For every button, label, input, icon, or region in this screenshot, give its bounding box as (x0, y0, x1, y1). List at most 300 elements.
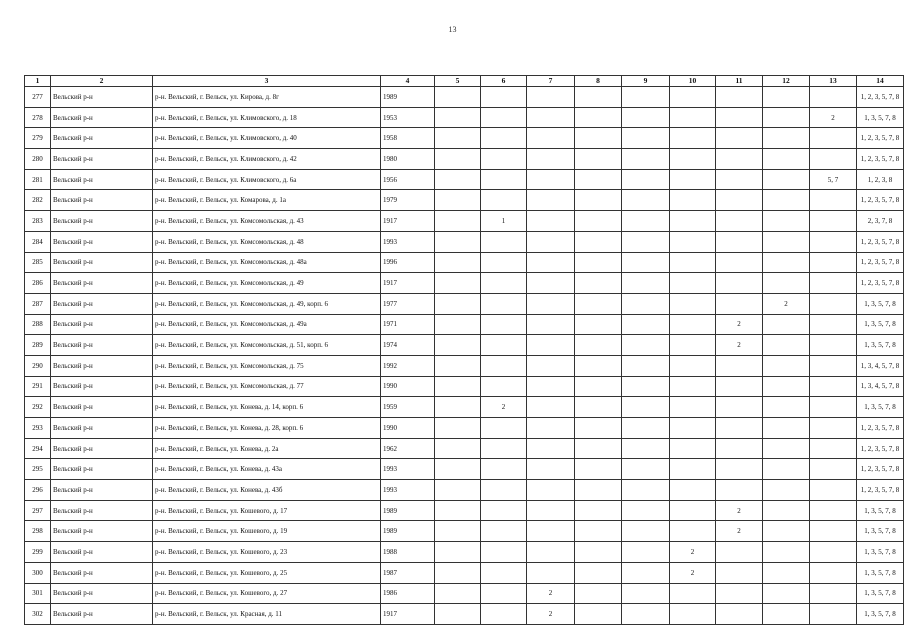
cell-col-11 (716, 438, 763, 459)
cell-col-11 (716, 583, 763, 604)
cell-col-13 (810, 438, 857, 459)
cell-address: р-н. Вельский, г. Вельск, ул. Конева, д. 14, корп. 6 (153, 397, 381, 418)
table-row (25, 459, 904, 480)
table-row (25, 376, 904, 397)
cell-col-6 (481, 149, 527, 170)
cell-col-13 (810, 190, 857, 211)
table-row (25, 149, 904, 170)
cell-district: Вельский р-н (51, 231, 153, 252)
cell-row-number: 302 (25, 604, 51, 625)
cell-col-5 (435, 107, 481, 128)
cell-col-8 (575, 500, 622, 521)
cell-col-7 (527, 480, 575, 501)
cell-col-11 (716, 273, 763, 294)
cell-col-5 (435, 314, 481, 335)
cell-col-9 (622, 459, 670, 480)
cell-col-14: 1, 2, 3, 8 (857, 169, 904, 190)
cell-col-11 (716, 211, 763, 232)
cell-district: Вельский р-н (51, 418, 153, 439)
cell-col-10 (670, 583, 716, 604)
cell-col-11 (716, 128, 763, 149)
cell-col-6 (481, 169, 527, 190)
registry-table (24, 75, 904, 625)
cell-col-7 (527, 231, 575, 252)
cell-col-11 (716, 604, 763, 625)
cell-year: 1990 (381, 376, 435, 397)
cell-col-8 (575, 397, 622, 418)
cell-row-number: 285 (25, 252, 51, 273)
cell-col-5 (435, 418, 481, 439)
cell-col-5 (435, 459, 481, 480)
cell-address: р-н. Вельский, г. Вельск, ул. Комсомольская, д. 77 (153, 376, 381, 397)
cell-col-11 (716, 376, 763, 397)
cell-col-7 (527, 521, 575, 542)
cell-col-14: 1, 2, 3, 5, 7, 8 (857, 252, 904, 273)
cell-col-5 (435, 169, 481, 190)
cell-col-12 (763, 500, 810, 521)
cell-col-7 (527, 190, 575, 211)
table-row (25, 169, 904, 190)
cell-row-number: 290 (25, 355, 51, 376)
column-header: 8 (575, 76, 622, 87)
cell-col-8 (575, 293, 622, 314)
cell-district: Вельский р-н (51, 169, 153, 190)
cell-col-14: 1, 3, 5, 7, 8 (857, 542, 904, 563)
cell-col-11 (716, 397, 763, 418)
column-header: 9 (622, 76, 670, 87)
cell-col-8 (575, 169, 622, 190)
table-row (25, 480, 904, 501)
cell-col-13: 2 (810, 107, 857, 128)
table-row (25, 418, 904, 439)
cell-address: р-н. Вельский, г. Вельск, ул. Комсомольская, д. 48а (153, 252, 381, 273)
cell-row-number: 288 (25, 314, 51, 335)
cell-col-10 (670, 500, 716, 521)
cell-col-12 (763, 583, 810, 604)
cell-col-9 (622, 128, 670, 149)
cell-row-number: 299 (25, 542, 51, 563)
cell-col-5 (435, 355, 481, 376)
cell-col-8 (575, 211, 622, 232)
cell-col-9 (622, 149, 670, 170)
cell-address: р-н. Вельский, г. Вельск, ул. Кошевого, д. 25 (153, 562, 381, 583)
cell-year: 1917 (381, 604, 435, 625)
cell-col-8 (575, 480, 622, 501)
cell-row-number: 289 (25, 335, 51, 356)
cell-col-12 (763, 397, 810, 418)
cell-row-number: 283 (25, 211, 51, 232)
cell-col-13 (810, 500, 857, 521)
cell-col-10 (670, 128, 716, 149)
cell-address: р-н. Вельский, г. Вельск, ул. Конева, д. 43а (153, 459, 381, 480)
cell-col-9 (622, 583, 670, 604)
cell-col-10: 2 (670, 542, 716, 563)
cell-col-14: 1, 2, 3, 5, 7, 8 (857, 438, 904, 459)
cell-col-9 (622, 169, 670, 190)
cell-col-6 (481, 293, 527, 314)
cell-col-10: 2 (670, 562, 716, 583)
cell-year: 1917 (381, 211, 435, 232)
cell-col-7 (527, 107, 575, 128)
cell-col-11 (716, 252, 763, 273)
cell-year: 1971 (381, 314, 435, 335)
cell-col-9 (622, 107, 670, 128)
cell-district: Вельский р-н (51, 521, 153, 542)
cell-district: Вельский р-н (51, 252, 153, 273)
table-row (25, 190, 904, 211)
cell-year: 1962 (381, 438, 435, 459)
cell-col-5 (435, 438, 481, 459)
cell-col-9 (622, 273, 670, 294)
column-header: 6 (481, 76, 527, 87)
cell-year: 1959 (381, 397, 435, 418)
cell-col-14: 1, 2, 3, 5, 7, 8 (857, 231, 904, 252)
cell-row-number: 296 (25, 480, 51, 501)
cell-col-5 (435, 252, 481, 273)
cell-col-7 (527, 418, 575, 439)
cell-address: р-н. Вельский, г. Вельск, ул. Климовского, д. 18 (153, 107, 381, 128)
cell-col-11 (716, 190, 763, 211)
cell-col-12 (763, 355, 810, 376)
cell-year: 1974 (381, 335, 435, 356)
cell-row-number: 278 (25, 107, 51, 128)
cell-col-14: 1, 3, 5, 7, 8 (857, 293, 904, 314)
cell-col-12 (763, 542, 810, 563)
cell-col-13 (810, 376, 857, 397)
cell-address: р-н. Вельский, г. Вельск, ул. Климовского, д. 6а (153, 169, 381, 190)
cell-col-12 (763, 314, 810, 335)
cell-col-12 (763, 252, 810, 273)
table-row (25, 252, 904, 273)
cell-col-10 (670, 87, 716, 108)
cell-col-14: 1, 2, 3, 5, 7, 8 (857, 149, 904, 170)
cell-col-10 (670, 604, 716, 625)
cell-col-6 (481, 604, 527, 625)
cell-col-14: 1, 3, 4, 5, 7, 8 (857, 376, 904, 397)
cell-col-12 (763, 459, 810, 480)
cell-col-13 (810, 87, 857, 108)
cell-col-8 (575, 335, 622, 356)
cell-col-6: 1 (481, 211, 527, 232)
cell-col-14: 1, 2, 3, 5, 7, 8 (857, 480, 904, 501)
cell-col-13 (810, 583, 857, 604)
cell-col-14: 1, 3, 5, 7, 8 (857, 604, 904, 625)
cell-col-14: 1, 3, 5, 7, 8 (857, 500, 904, 521)
cell-col-14: 1, 2, 3, 5, 7, 8 (857, 418, 904, 439)
cell-col-13 (810, 335, 857, 356)
cell-address: р-н. Вельский, г. Вельск, ул. Комарова, д. 1а (153, 190, 381, 211)
cell-col-10 (670, 335, 716, 356)
cell-row-number: 282 (25, 190, 51, 211)
cell-col-10 (670, 293, 716, 314)
table-row (25, 604, 904, 625)
cell-col-6 (481, 335, 527, 356)
cell-col-13 (810, 252, 857, 273)
cell-col-12 (763, 521, 810, 542)
cell-col-6 (481, 480, 527, 501)
cell-col-5 (435, 583, 481, 604)
cell-col-14: 1, 3, 4, 5, 7, 8 (857, 355, 904, 376)
cell-col-7 (527, 542, 575, 563)
cell-address: р-н. Вельский, г. Вельск, ул. Красная, д. 11 (153, 604, 381, 625)
cell-col-5 (435, 335, 481, 356)
cell-col-9 (622, 335, 670, 356)
cell-district: Вельский р-н (51, 355, 153, 376)
cell-col-5 (435, 293, 481, 314)
table-row (25, 521, 904, 542)
cell-col-10 (670, 252, 716, 273)
cell-col-5 (435, 604, 481, 625)
cell-col-8 (575, 87, 622, 108)
cell-col-9 (622, 604, 670, 625)
cell-col-8 (575, 459, 622, 480)
cell-district: Вельский р-н (51, 190, 153, 211)
cell-col-5 (435, 562, 481, 583)
cell-col-10 (670, 190, 716, 211)
cell-row-number: 300 (25, 562, 51, 583)
cell-year: 1979 (381, 190, 435, 211)
cell-col-13 (810, 562, 857, 583)
cell-year: 1988 (381, 542, 435, 563)
cell-col-7 (527, 273, 575, 294)
cell-col-13: 5, 7 (810, 169, 857, 190)
cell-year: 1989 (381, 87, 435, 108)
cell-address: р-н. Вельский, г. Вельск, ул. Комсомольская, д. 49, корп. 6 (153, 293, 381, 314)
cell-col-11 (716, 418, 763, 439)
table-row (25, 87, 904, 108)
cell-col-7 (527, 438, 575, 459)
cell-col-12 (763, 169, 810, 190)
cell-col-12 (763, 562, 810, 583)
cell-year: 1993 (381, 231, 435, 252)
cell-col-13 (810, 521, 857, 542)
cell-year: 1917 (381, 273, 435, 294)
cell-col-10 (670, 397, 716, 418)
cell-district: Вельский р-н (51, 542, 153, 563)
cell-col-8 (575, 231, 622, 252)
cell-col-11 (716, 231, 763, 252)
cell-col-6 (481, 190, 527, 211)
cell-col-11 (716, 480, 763, 501)
cell-district: Вельский р-н (51, 480, 153, 501)
cell-col-14: 1, 2, 3, 5, 7, 8 (857, 128, 904, 149)
cell-address: р-н. Вельский, г. Вельск, ул. Комсомольская, д. 49 (153, 273, 381, 294)
cell-col-11 (716, 542, 763, 563)
cell-col-12 (763, 231, 810, 252)
cell-col-10 (670, 521, 716, 542)
header-row (25, 76, 904, 87)
cell-col-7 (527, 314, 575, 335)
column-header: 4 (381, 76, 435, 87)
cell-col-6 (481, 314, 527, 335)
cell-col-9 (622, 211, 670, 232)
cell-col-11 (716, 355, 763, 376)
cell-col-13 (810, 273, 857, 294)
table-row (25, 355, 904, 376)
cell-district: Вельский р-н (51, 583, 153, 604)
cell-col-12 (763, 211, 810, 232)
cell-col-10 (670, 355, 716, 376)
cell-col-11 (716, 293, 763, 314)
cell-address: р-н. Вельский, г. Вельск, ул. Кирова, д. 8г (153, 87, 381, 108)
cell-col-5 (435, 500, 481, 521)
cell-year: 1990 (381, 418, 435, 439)
cell-col-6 (481, 583, 527, 604)
cell-address: р-н. Вельский, г. Вельск, ул. Климовского, д. 40 (153, 128, 381, 149)
cell-col-10 (670, 169, 716, 190)
cell-col-6 (481, 231, 527, 252)
cell-district: Вельский р-н (51, 314, 153, 335)
cell-col-9 (622, 397, 670, 418)
cell-col-5 (435, 87, 481, 108)
cell-district: Вельский р-н (51, 500, 153, 521)
cell-col-8 (575, 521, 622, 542)
cell-col-8 (575, 438, 622, 459)
cell-col-5 (435, 376, 481, 397)
cell-col-6 (481, 273, 527, 294)
cell-col-5 (435, 542, 481, 563)
cell-col-12 (763, 418, 810, 439)
column-header: 7 (527, 76, 575, 87)
table-row (25, 211, 904, 232)
cell-col-8 (575, 128, 622, 149)
cell-col-5 (435, 480, 481, 501)
cell-col-9 (622, 190, 670, 211)
cell-address: р-н. Вельский, г. Вельск, ул. Комсомольская, д. 51, корп. 6 (153, 335, 381, 356)
cell-col-5 (435, 211, 481, 232)
cell-row-number: 286 (25, 273, 51, 294)
cell-address: р-н. Вельский, г. Вельск, ул. Кошевого, д. 19 (153, 521, 381, 542)
cell-col-7 (527, 128, 575, 149)
cell-col-10 (670, 459, 716, 480)
cell-col-11 (716, 149, 763, 170)
table-row (25, 128, 904, 149)
page-number: 13 (448, 25, 457, 34)
table-row (25, 273, 904, 294)
cell-col-11 (716, 107, 763, 128)
cell-row-number: 284 (25, 231, 51, 252)
table-row (25, 107, 904, 128)
cell-district: Вельский р-н (51, 293, 153, 314)
cell-col-8 (575, 604, 622, 625)
cell-col-13 (810, 480, 857, 501)
cell-col-7 (527, 149, 575, 170)
table-row (25, 335, 904, 356)
cell-col-13 (810, 211, 857, 232)
cell-row-number: 277 (25, 87, 51, 108)
cell-col-8 (575, 542, 622, 563)
cell-col-12 (763, 273, 810, 294)
cell-col-14: 1, 3, 5, 7, 8 (857, 314, 904, 335)
cell-col-8 (575, 583, 622, 604)
column-header: 12 (763, 76, 810, 87)
cell-col-13 (810, 542, 857, 563)
cell-address: р-н. Вельский, г. Вельск, ул. Комсомольская, д. 43 (153, 211, 381, 232)
cell-col-11: 2 (716, 314, 763, 335)
table-body (25, 87, 904, 625)
cell-col-7 (527, 562, 575, 583)
cell-col-13 (810, 149, 857, 170)
cell-col-8 (575, 252, 622, 273)
cell-col-11: 2 (716, 521, 763, 542)
column-header: 5 (435, 76, 481, 87)
cell-col-5 (435, 128, 481, 149)
cell-col-6 (481, 355, 527, 376)
cell-col-7: 2 (527, 583, 575, 604)
cell-col-11 (716, 169, 763, 190)
cell-col-14: 1, 3, 5, 7, 8 (857, 583, 904, 604)
cell-col-9 (622, 480, 670, 501)
cell-col-6 (481, 376, 527, 397)
cell-col-9 (622, 355, 670, 376)
cell-col-14: 2, 3, 7, 8 (857, 211, 904, 232)
cell-col-5 (435, 190, 481, 211)
cell-col-9 (622, 418, 670, 439)
cell-col-12 (763, 87, 810, 108)
cell-col-7 (527, 500, 575, 521)
cell-col-12 (763, 107, 810, 128)
table-row (25, 293, 904, 314)
cell-col-7: 2 (527, 604, 575, 625)
cell-row-number: 287 (25, 293, 51, 314)
cell-col-6 (481, 562, 527, 583)
cell-year: 1992 (381, 355, 435, 376)
cell-col-10 (670, 480, 716, 501)
cell-row-number: 281 (25, 169, 51, 190)
cell-year: 1958 (381, 128, 435, 149)
cell-col-14: 1, 2, 3, 5, 7, 8 (857, 87, 904, 108)
cell-year: 1986 (381, 583, 435, 604)
cell-col-11 (716, 87, 763, 108)
cell-col-13 (810, 355, 857, 376)
cell-col-9 (622, 252, 670, 273)
table-row (25, 500, 904, 521)
cell-col-6 (481, 521, 527, 542)
cell-col-6 (481, 418, 527, 439)
cell-year: 1980 (381, 149, 435, 170)
cell-col-6 (481, 107, 527, 128)
cell-col-7 (527, 376, 575, 397)
cell-col-14: 1, 2, 3, 5, 7, 8 (857, 273, 904, 294)
cell-row-number: 294 (25, 438, 51, 459)
cell-col-14: 1, 3, 5, 7, 8 (857, 521, 904, 542)
cell-col-13 (810, 397, 857, 418)
cell-row-number: 291 (25, 376, 51, 397)
cell-col-7 (527, 335, 575, 356)
cell-col-7 (527, 459, 575, 480)
cell-col-8 (575, 376, 622, 397)
cell-col-5 (435, 149, 481, 170)
table-row (25, 438, 904, 459)
cell-col-8 (575, 273, 622, 294)
cell-col-14: 1, 3, 5, 7, 8 (857, 107, 904, 128)
cell-col-6 (481, 252, 527, 273)
cell-address: р-н. Вельский, г. Вельск, ул. Кошевого, д. 23 (153, 542, 381, 563)
cell-col-7 (527, 293, 575, 314)
cell-year: 1989 (381, 500, 435, 521)
cell-address: р-н. Вельский, г. Вельск, ул. Конева, д. 28, корп. 6 (153, 418, 381, 439)
cell-col-7 (527, 87, 575, 108)
cell-col-9 (622, 87, 670, 108)
cell-year: 1993 (381, 480, 435, 501)
cell-district: Вельский р-н (51, 376, 153, 397)
column-header: 13 (810, 76, 857, 87)
cell-col-6 (481, 87, 527, 108)
cell-col-12 (763, 480, 810, 501)
cell-address: р-н. Вельский, г. Вельск, ул. Кошевого, д. 27 (153, 583, 381, 604)
cell-year: 1996 (381, 252, 435, 273)
cell-district: Вельский р-н (51, 211, 153, 232)
